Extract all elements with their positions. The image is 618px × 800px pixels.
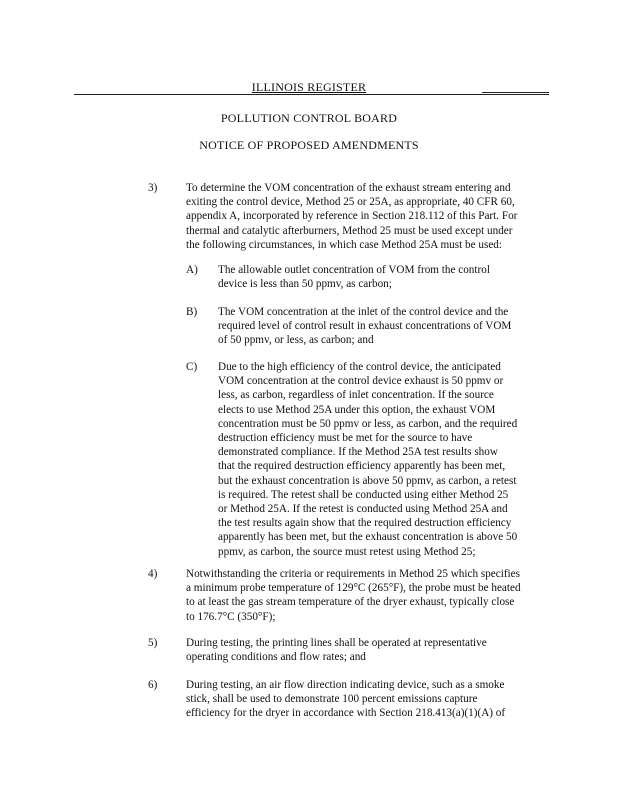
header-rule	[74, 94, 549, 95]
text-line: that the required destruction efficiency apparently has been met,	[218, 460, 506, 473]
subitem-b-text	[218, 305, 511, 348]
text-line: The allowable outlet concentration of VOM from the control	[218, 264, 490, 276]
text-line: apparently has been met, but the exhaust concentration is above 50	[218, 531, 518, 544]
item-4-text	[186, 567, 521, 624]
register-title: ILLINOIS REGISTER	[251, 80, 367, 94]
item-3-label: 3)	[148, 182, 158, 194]
text-line: or Method 25A. If the retest is conducted using Method 25A and	[218, 503, 508, 516]
item-5-label: 5)	[148, 637, 158, 649]
text-line: to 176.7°C (350°F);	[186, 610, 276, 623]
board-title: POLLUTION CONTROL BOARD	[220, 111, 398, 125]
text-line: appendix A, incorporated by reference in Section 218.112 of this Part. For	[186, 210, 518, 223]
text-line: less, as carbon, regardless of inlet concentration. If the source	[218, 389, 494, 402]
text-line: elects to use Method 25A under this option, the exhaust VOM	[218, 403, 496, 416]
text-line: ppmv, as carbon, the source must retest using Method 25;	[218, 545, 476, 558]
text-line: required level of control result in exhaust concentrations of VOM	[218, 320, 512, 333]
text-line: device is less than 50 ppmv, as carbon;	[218, 278, 392, 291]
text-line: destruction efficiency must be met for the source to have	[218, 432, 473, 445]
item-6-text	[186, 678, 505, 721]
subitem-a-label: A)	[186, 264, 198, 276]
header-rule-mark	[482, 92, 549, 93]
text-line: operating conditions and flow rates; and	[186, 651, 366, 664]
text-line: of 50 ppmv, or less, as carbon; and	[218, 334, 374, 347]
text-line: During testing, an air flow direction indicating device, such as a smoke	[186, 679, 505, 691]
subitem-c-label: C)	[186, 361, 198, 373]
text-line: the test results again show that the required destruction efficiency	[218, 517, 512, 530]
subitem-a-text	[218, 263, 490, 291]
item-5-text	[186, 636, 487, 664]
item-4-label: 4)	[148, 568, 158, 580]
text-line: VOM concentration at the control device exhaust is 50 ppmv or	[218, 375, 504, 388]
notice-title: NOTICE OF PROPOSED AMENDMENTS	[199, 138, 419, 152]
text-line: to at least the gas stream temperature of the dryer exhaust, typically close	[186, 596, 515, 609]
text-line: exiting the control device, Method 25 or 25A, as appropriate, 40 CFR 60,	[186, 196, 515, 209]
text-line: During testing, the printing lines shall be operated at representative	[186, 637, 487, 649]
text-line: concentration must be 50 ppmv or less, as carbon, and the required	[218, 417, 518, 430]
item-6-label: 6)	[148, 679, 158, 691]
subitem-c-text	[218, 360, 517, 559]
text-line: is required. The retest shall be conducted using either Method 25	[218, 488, 509, 501]
text-line: To determine the VOM concentration of the exhaust stream entering and	[186, 182, 511, 194]
text-line: Due to the high efficiency of the control device, the anticipated	[218, 361, 501, 373]
subitem-b-label: B)	[186, 306, 198, 318]
text-line: demonstrated compliance. If the Method 25A test results show	[218, 446, 498, 459]
text-line: stick, shall be used to demonstrate 100 percent emissions capture	[186, 693, 478, 706]
text-line: a minimum probe temperature of 129°C (265°F), the probe must be heated	[186, 582, 521, 595]
text-line: but the exhaust concentration is above 50 ppmv, as carbon, a retest	[218, 474, 517, 487]
text-line: thermal and catalytic afterburners, Method 25 must be used except under	[186, 224, 513, 237]
text-line: efficiency for the dryer in accordance with Section 218.413(a)(1)(A) of	[186, 707, 506, 720]
item-3-text	[186, 181, 517, 252]
text-line: Notwithstanding the criteria or requirements in Method 25 which specifies	[186, 568, 520, 580]
text-line: the following circumstances, in which case Method 25A must be used:	[186, 238, 502, 251]
text-line: The VOM concentration at the inlet of the control device and the	[218, 306, 509, 318]
